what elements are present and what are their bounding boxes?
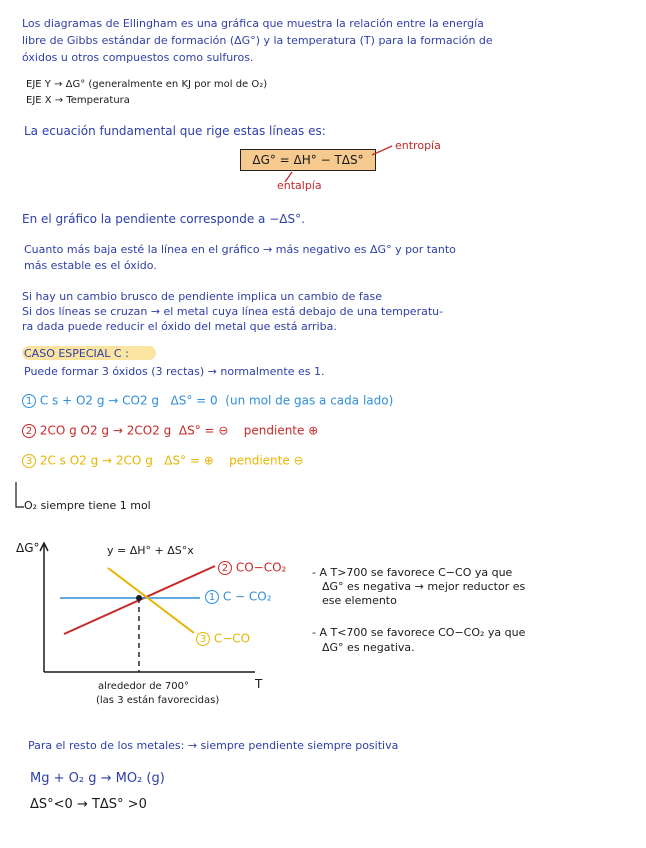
o2-corner-arrow xyxy=(16,482,24,507)
graph-label-3-number: 3 xyxy=(196,632,210,646)
reaction-2-number: 2 xyxy=(22,424,36,438)
cross-note-1: alrededor de 700° xyxy=(98,681,189,692)
graph-y-label: ΔG° xyxy=(16,541,40,555)
rest-inequality: ΔS°<0 → TΔS° >0 xyxy=(30,797,147,812)
phase-line-3: ra dada puede reducir el óxido del metal que está arriba. xyxy=(22,320,337,333)
reaction-2-entropy: ΔS° = ⊖ xyxy=(178,423,229,438)
graph-label-2-text: CO−CO₂ xyxy=(235,560,287,575)
graph-label-1 xyxy=(205,590,272,604)
enthalpy-arrow xyxy=(285,172,292,182)
graph-label-1-text: C − CO₂ xyxy=(222,589,272,604)
slope-line-2: Cuanto más baja esté la línea en el gráfico → más negativo es ΔG° y por tanto xyxy=(24,243,456,256)
graph-x-label: T xyxy=(255,677,263,691)
graph-label-3 xyxy=(196,632,250,646)
note-above-3: ese elemento xyxy=(322,594,397,607)
axis-x-line: EJE X → Temperatura xyxy=(26,95,130,106)
intersection-point xyxy=(136,595,142,601)
slope-line-1: En el gráfico la pendiente corresponde a −ΔS°. xyxy=(22,212,305,226)
graph-label-3-text: C−CO xyxy=(213,631,251,646)
reaction-1-number: 1 xyxy=(22,394,36,408)
slope-line-3: más estable es el óxido. xyxy=(24,259,157,272)
graph-formula: y = ΔH° + ΔS°x xyxy=(107,544,194,557)
reaction-3-note: pendiente ⊖ xyxy=(229,453,304,468)
reaction-2-note: pendiente ⊕ xyxy=(243,423,319,438)
note-above-2: ΔG° es negativa → mejor reductor es xyxy=(322,580,526,593)
rest-line-1: Para el resto de los metales: → siempre pendiente siempre positiva xyxy=(28,739,399,752)
reaction-1-equation: C s + O2 g → CO2 g xyxy=(39,393,160,408)
intro-line-1: Los diagramas de Ellingham es una gráfica que muestra la relación entre la energía xyxy=(22,17,484,30)
cross-note-2: (las 3 están favorecidas) xyxy=(96,695,220,706)
intro-line-2: libre de Gibbs estándar de formación (ΔG°) y la temperatura (T) para la formación de xyxy=(22,34,493,47)
phase-line-2: Si dos líneas se cruzan → el metal cuya línea está debajo de una temperatu- xyxy=(22,305,444,318)
note-below-2: ΔG° es negativa. xyxy=(322,641,415,654)
special-line-1: Puede formar 3 óxidos (3 rectas) → normalmente es 1. xyxy=(24,365,325,378)
o2-note: O₂ siempre tiene 1 mol xyxy=(24,499,151,512)
phase-line-1: Si hay un cambio brusco de pendiente implica un cambio de fase xyxy=(22,290,382,303)
entropy-arrow xyxy=(372,146,392,155)
graph-label-1-number: 1 xyxy=(205,590,219,604)
reaction-1-entropy: ΔS° = 0 xyxy=(170,393,218,408)
intro-line-3: óxidos u otros compuestos como sulfuros. xyxy=(22,51,254,64)
graph-label-2-number: 2 xyxy=(218,561,232,575)
equation-intro: La ecuación fundamental que rige estas líneas es: xyxy=(24,124,326,138)
reaction-3-entropy: ΔS° = ⊕ xyxy=(164,453,214,468)
graph-label-2 xyxy=(218,561,286,575)
reaction-3-equation: 2C s O2 g → 2CO g xyxy=(39,453,153,468)
line-c-co xyxy=(108,568,194,633)
axis-y-line: EJE Y → ΔG° (generalmente en KJ por mol de O₂) xyxy=(26,79,268,90)
reaction-1-note: (un mol de gas a cada lado) xyxy=(225,393,394,408)
enthalpy-label: entalpía xyxy=(277,179,322,192)
equation-formula: ΔG° = ΔH° − TΔS° xyxy=(252,153,364,167)
reaction-2-equation: 2CO g O2 g → 2CO2 g xyxy=(39,423,172,438)
note-below-1: - A T<700 se favorece CO−CO₂ ya que xyxy=(312,626,526,639)
reaction-3-number: 3 xyxy=(22,454,36,468)
special-title: CASO ESPECIAL C : xyxy=(24,347,129,360)
entropy-label: entropía xyxy=(395,139,441,152)
note-above-1: - A T>700 se favorece C−CO ya que xyxy=(312,566,513,579)
rest-equation: Mg + O₂ g → MO₂ (g) xyxy=(30,771,165,786)
